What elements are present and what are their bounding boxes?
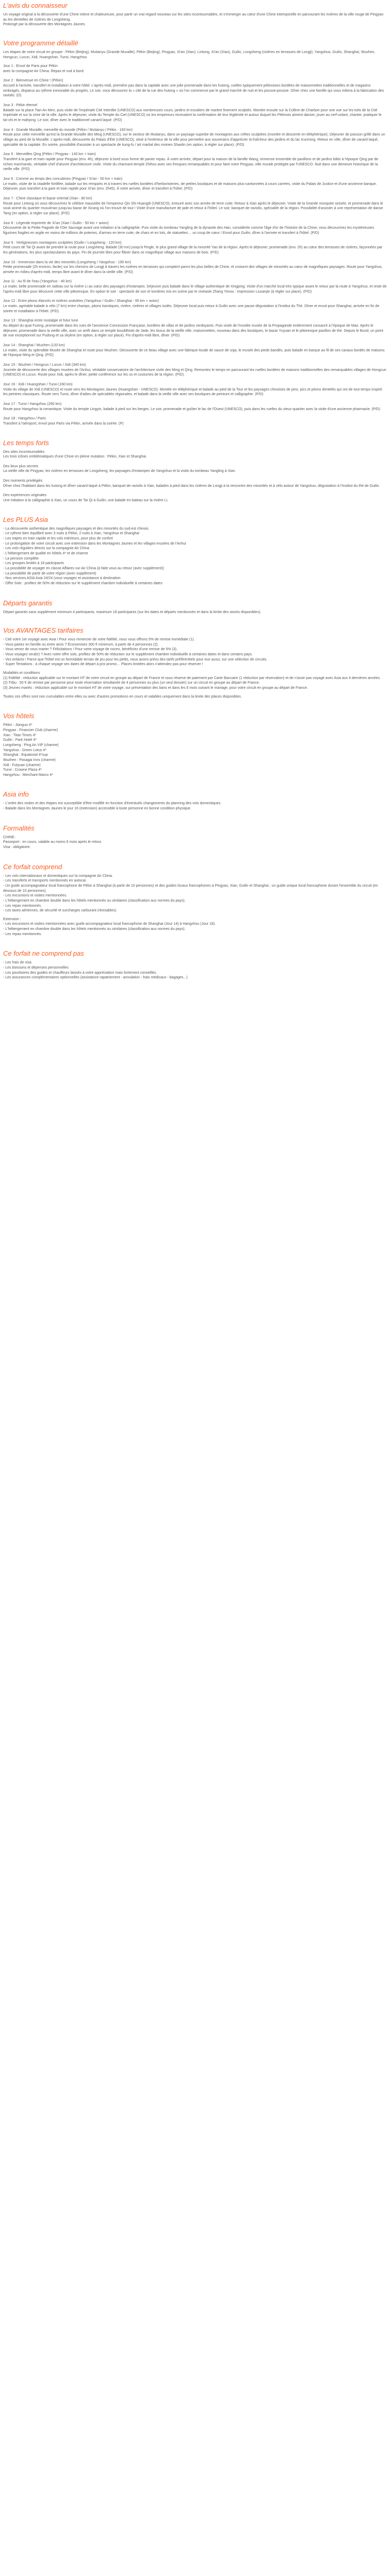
hotel-item: Longsheng : Ping An VIP (charme) [3,743,59,747]
include-item: - L'hébergement en chambre double dans les hôtels mentionnés ou similaires (classification aux normes du pays). [3,927,186,931]
day-description: Petite promenade (2h environ, facile) sur les chemins de Longji à travers les rizières en terrasses qui comptent parmi les plus belles de Chine, et croisent des villages de minorités au cœur de magnifiques paysages. Route pour Yangshuo, arrivée en milieu d'après-midi, temps libre avant le dîner dans la vieille ville. (P/D) [3,265,383,274]
formalities-heading: Formalités [3,824,35,832]
excludes-list [3,960,388,980]
day-description: Route pour cette merveille qu'est la Grande Muraille des Ming (UNESCO), sur le secteur de Mutianyu, dans un paysage superbe de montagnes aux crêtes sculptées (montée et descente en téléphérique). Déjeuner de poisson grillé dans un village au pied de la Muraille. L'après-midi, découverte du Palais d'Été (UNESCO), situé à l'extérieur de la ville pour permettre aux souverains d'apprécier la fraîcheur des jardins et du lac Kunming. Retour en ville, dîner de canard laqué, spécialité de la capitale. En soirée, possibilité d'assister à un spectacle de kung-fu / art martial des moines Shaolin (en option, à régler sur place). (P/D) [3,133,385,147]
includes-heading: Ce forfait comprend [3,862,62,871]
plus-item: - La découverte authentique des magnifiques paysages et des minorités du sud-est chinois [3,527,149,531]
itinerary-day [3,318,387,338]
highlight-description: Une initiation à la calligraphie à Xian, un cours de Taï Qi à Guilin, une balade en bateau sur la rivière Li. [3,499,169,503]
day-title: Jour 8 : Légende imprimée de Xi'an (Xian / Guilin - 50 km + avion) [3,221,109,225]
info-list [3,801,388,811]
highlight-item [3,493,387,503]
day-title: Jour 9 : Vertigineuses montagnes sculptées (Guilin / Longsheng - 120 km) [3,241,122,245]
hotel-item: Pingyao : Financier Club (charme) [3,728,58,732]
highlights-heading: Les temps forts [3,438,49,447]
day-title: Jour 7 : Chine classique et bazar oriental (Xian - 80 km) [3,196,92,200]
plus-list [3,527,388,586]
day-title: Jour 1 : Envol de Paris pour Pékin [3,64,58,69]
day-title: Jour 11 : Au fil de l'eau (Yangshuo - 40 km) [3,280,72,284]
plus-item: - Offre Solo : profitez de 50% de réduction sur le supplément chambre individuelle à certaines dates [3,581,162,585]
intro-line: Prolongé par la découverte des Montagnes Jaunes. [3,23,86,27]
info-item: - Balade dans les Montagnes Jaunes le jour 16 (extension) accessible à toute personne en bonne condition physique. [3,807,191,811]
highlight-description: Dîner chez l'habitant dans les hutong et dîner canard laqué à Pékin, banquet de raviolis à Xian, balades à pied dans les rizières de Longji à la rencontre des minorités et à vélo autour de Yangshuo, dégustation à l'Institut du thé de Guilin. [3,484,380,488]
day-title: Jour 14 : Shanghai / Wuzhen (120 km) [3,344,65,348]
highlight-item [3,479,387,488]
plus-item: - L'hébergement de qualité en hôtels 4* et de charme [3,551,88,555]
excludes-heading: Ce forfait ne comprend pas [3,950,84,958]
include-item: - Les taxes aériennes, de sécurité et surcharges carburant (révisables). [3,909,117,913]
day-description: Transfert à l'aéroport, envol pour Paris via Pékin, arrivée dans la soirée. (P) [3,421,124,426]
day-title: Jour 10 : Immersion dans la vie des minorités (Longsheng / Yangshuo - 190 km) [3,260,131,264]
hotel-item: Wuzhen : Pasagai Inns (charme) [3,758,56,762]
include-item: - Les transferts et transports mentionnés en autocar. [3,879,87,883]
includes-list [3,874,388,937]
itinerary-day [3,78,387,98]
day-description: Transfert à la gare et train rapide pour Pingyao (env. 4h), déjeuner à bord sous forme de panier repas. À votre arrivée, départ pour la maison de la famille Wang, immense ensemble de pavillons et de jardins bâtis à l'époque Qing par de riches marchands, véritable chef d'œuvre d'architecture civile. Visite du charmant temple Zhihou avec ses fresques remarquables et pour faire votre Pingyao, ville murale protégée par l'UNESCO. Nuit dans une demeure historique de la vieille ville. (P/D) [3,158,379,172]
advantage-item: - Cité votre 1er voyage avec Asia ! Pour vous remercier de votre fidélité, nous vous offrons 5% de remise immédiate (1). [3,638,195,642]
day-title: Jour 17 : Tunxi / Hangzhou (260 km) [3,402,62,406]
day-description: Petit cours de Tai Qi avant de prendre la route pour Longsheng. Balade (30 mn) jusqu'à Pingle, le plus grand village de la minorité Yao de la région. Après le déjeuner, promenade (env. 2h) au cœur des terrasses de rizières, façonnées par les générations, les plus spectaculaires du pays. Fin de journée libre pour flâner dans ce magnifique village aux maisons de bois. (P/D) [3,246,383,255]
itinerary-day [3,221,387,236]
advantage-item: (2) Tribu : 50 € de remise par personne pour toute réservation simultanée de 4 personnes ou plus (un seul dossier) sur un circuit en groupe au départ de France. [3,681,260,685]
formality-item: CHINE : [3,835,17,839]
advantage-item [3,667,388,671]
itinerary-day [3,260,387,275]
day-description: Route pour Lintong où vous découvrirez le célèbre mausolée de l'empereur Qin Shi Huangdi (UNESCO), entouré avec son armée de terre cuite. Retour à Xian après le déjeuner. Visite de la Grande mosquée sinisée, et promenade dans le souk animé du quartier musulman jusqu'au bazar de Xicang où l'on trouve de tout ! Visite d'une manufacture de jade et retour à l'hôtel. Le soir, banquet de raviolis, spécialité de la région. Possibilité d'assister à une représentation de danse Tang (en option, à régler sur place). (P/D) [3,201,383,215]
include-item: - Les excursions et visites mentionnées. [3,894,68,898]
intro-heading: L'avis du connaisseur [3,2,68,9]
highlight-title: Des moments privilégiés [3,479,43,483]
hotel-item: Shanghai : Equatorial 4*sup [3,753,48,757]
plus-item: - La possibilité de voyager en classe Affaires sur Air China (à faite vous au retour (avec supplément)) [3,566,164,570]
plus-item: - Nos services ASIA Asia 24/24 (vous voyagez et assistance à destination [3,577,121,581]
itinerary-day [3,103,387,123]
day-description: Le matin, visite de la citadelle fortifiée, balade sur les remparts et à travers les ruelles bordées d'herboristeries, de petites boutiques et de maisons plus-cantonnées à cours carrées, visite du Palais de Justice et d'une ancienne banque. Déjeuner, puis transfert à la gare et train rapide pour Xi'an (env. 2h45). À votre arrivée, dîner et transfert à l'hôtel. (P/D) [3,182,377,191]
advantage-item: Modalités et conditions [3,671,40,675]
day-title: Jour 18 : Hangzhou / Paris [3,417,46,421]
advantage-item: Toutes ces offres sont non cumulables entre elles ou avec d'autres promotions en cours et valables uniquement dans la limite des places disponibles. [3,694,242,699]
day-description: Le matin, agréable balade à vélo (7 km) entre champs, pitons karstiques, rivière, rizières et villages isolés. Déjeuner local puis retour à Guilin avec une pause dégustation à l'Institut du Thé. Dîner et envol pour Shanghai, arrivée en fin de soirée et installation à l'hôtel. (P/D) [3,304,380,313]
itinerary-day [3,241,387,256]
include-item [3,913,388,917]
itinerary-days [3,64,388,426]
hotel-item: Pékin : Jianguo 4* [3,723,32,727]
day-title: Jour 12 : Entre pitons élancés et rizières ondulées (Yangshuo / Guilin / Shanghai - 95 km + avion) [3,299,159,303]
day-description: Le matin, visite du splendide Musée de Shanghai et route pour Wuzhen. Découverte de ce beau village avec une fabrique locale de sauce de soja, le musée des pieds bandés, puis balade en barque au fil de ses canaux bordés de maisons de l'époque Ming et Qing. (P/D) [3,348,385,358]
highlight-title: Des sites incontournables [3,450,45,454]
day-title: Jour 16 : Xidi / Huangshan / Tunxi (160 km) [3,382,73,386]
itinerary-heading: Votre programme détaillé [3,39,78,47]
highlight-description: Les trois icônes emblématiques d'une Chine en pleine mutation : Pékin, Xian et Shanghai. [3,455,147,459]
exclude-item: - Les frais de visa [3,961,31,965]
advantage-item [3,691,388,694]
day-description: Au départ du quai Fuxing, promenade dans les rues de l'ancienne Concession Française, bordées de villas et de jardins verdoyants. Puis visite de l'insolite musée de la Propagande entièrement consacré à l'époque de Mao. Après le déjeuner, promenade dans la vieille ville, avec un arrêt dans un temple bouddhiste de Jade, les tissus de la vieille ville, maisonnettes, nouveau dans des boutiques, le bazar Yuyuan et le pittoresque pavillon de thé. Depuis le Bund, un point de vue exceptionnel sur Pudong et sa skyline (en option, à régler sur place). Fin d'après-midi libre, dîner. (P/D) [3,324,383,338]
include-item: - Un guide accompagnateur local francophone de Pékin à Shanghai (à partir de 10 personnes) et des guides locaux francophones à Pingyao, Xian, Guilin et Shanghai ; un guide unique local francophone durant l'ensemble du circuit (en dessous de 10 personnes). [3,884,378,893]
advantage-item: - Vous venez de vous marier ? Félicitations ! Pour votre voyage de noces, bénéficiez d'une remise de 5% (3). [3,648,177,652]
intro-line: Un voyage original à la découverte d'une Chine intime et chaleureuse, pour partir un vrai regard nouveau sur les sites incontournables, et s'immerger au cœur d'une Chine intemporelle en parcourant les rivières de la ville rouge de Pingyao au les dentelles de rizières de Longsheng. [3,12,384,22]
exclude-item: - Les pourboires des guides et chauffeurs laissés à votre appréciation mais fortement conseillés. [3,971,157,975]
day-description: avec la compagnie Air China. Repas et nuit à bord. [3,69,85,73]
advantage-item: - Vous voyagez seul(e) ? Avec notre offre solo, profitez de 50% de réduction sur le supplément chambre individuelle à certaines dates et dans certains pays. [3,653,253,657]
highlight-description: La vieille ville de Pingyao, les rizières en terrasses de Longsheng, les paysages d'estampes de Yangshuo et la visite du tombeau Yangling à Xian. [3,469,236,473]
day-title: Jour 2 : Bienvenue en Chine ! (Pékin) [3,79,63,83]
itinerary-intro: Les étapes de votre circuit en groupe : Pékin (Beijing), Mutianyu (Grande Muraille), Pékin (Beijing), Pingyao, Xi'an (Xian), Lintong, Xi'an (Xian), Guilin, Longsheng (rizières en terrasses de Longji), Yangshuo, Guilin, Shanghai, Wuzhen, Hongcun, Lucun, Xidi, Huangshan, Tunxi, Hangzhou [3,50,376,59]
itinerary-day [3,196,387,216]
day-title: Jour 15 : Wuzhen / Hongcun / Lucun / Xidi (340 km) [3,363,86,367]
highlights-list [3,450,388,503]
include-item: - Les excursions et visites mentionnées avec guide accompagnateur local francophone de Shanghai (Jour 14) à Hangzhou (Jour 18). [3,922,216,926]
day-description: Route pour Hangzhou la romantique. Visite du temple Lingyin, balade à pied sur les berges. Le soir, promenade et goûter le lac de l'Ouest (UNESCO), puis dans les ruelles du vieux quartier avec la visite d'une ancienne pharmacie. (P/D) [3,407,380,411]
departures-text: Départ garantis sans supplément minimum 4 participants, maximum 18 participants (sur les dates et départs mentionnés et dans la limite des stocks disponibles). [3,610,262,614]
intro-text [3,12,387,27]
plus-item: - La pension complète [3,556,39,561]
itinerary-day [3,128,387,148]
day-description: Accueil à l'arrivée, transfert et installation à votre hôtel. L'après-midi, première pas dans la capitale avec une jolie promenade dans les hutong, ruelles typiquement pékinoises bordées de maisonnettes traditionnelles et de magasins ombragés, disparus au rythme inexorable du progrès. Le soir, vous découvrez la « cité de la rue des hutong » où l'on commence par le grand marché de nuit et les pousse-pousse. Dîner chez une famille qui vous initiera à la fabrication des raviolis. (D) [3,84,384,98]
highlight-item [3,464,387,474]
hotel-item: Yangshuo : Green Lotus 4* [3,748,46,752]
day-title: Jour 3 : Pékin éternel [3,104,38,108]
advantage-item: (3) Jeunes mariés : réduction applicable sur le montant HT de votre voyage, sur présentation des bans et dans les 6 mois suivant le mariage, pour votre circuit en groupe au départ de France. [3,686,308,690]
plus-item: - Le prolongation de votre circuit avec une extension dans les Montagnes Jaunes et les villages-musées de l'Anhui [3,541,186,546]
highlight-title: Des lieux plus secrets [3,464,39,468]
day-title: Jour 4 : Grande Muraille, merveille du monde (Pékin / Mutianyu / Pékin - 160 km) [3,128,133,132]
itinerary-day [3,299,387,314]
day-title: Jour 5 : Merveilles Qing (Pékin / Pingyao - 140 km + train) [3,152,96,157]
day-description: Découverte de la Petite Pagode de l'Oie Sauvage avant une initiation à la calligraphie. Puis visite du tombeau Yangling de la dynastie des Han, considérée comme l'âge d'or de l'histoire de la Chine, vous découvrirez les mystérieuses figurines fragiles en argile en moins de millions de poteries, d'armes en terre cuite, de chars et en lots, de statuettes… un coup de cœur ! Envol pour Guilin, dîner à l'arrivée et transfert à l'hôtel. (P/D) [3,226,374,235]
info-heading: Asia info [3,790,29,799]
info-item: - L'ordre des visites et des étapes est susceptible d'être modifié en fonction d'éventuels changements du planning des vols domestiques. [3,802,222,806]
highlight-item [3,450,387,460]
advantage-item: - Vos enfants ! Parce que l'hôtel est un formidable terrain de jeu pour les petits, nous avons prévu des tarifs préférentiels pour eux aussi, sur une sélection de circuits. [3,657,268,662]
exclude-item: - Les assurances complémentaires optionnelles (assistance rapatriement - annulation - frais médicaux - bagages...) [3,976,188,980]
itinerary-day [3,402,387,412]
advantages-heading: Vos AVANTAGES tarifaires [3,626,84,635]
itinerary-day [3,279,387,294]
itinerary-day [3,152,387,172]
advantage-item: - Super Tentations : à chaque voyage ses dates de départ à prix promo… Places limitées alors n'attendez pas pour réserver ! [3,663,203,667]
day-description: Visite du village de Xidi (UNESCO) et route vers les Montagnes Jaunes (Huangshan - UNESCO). Montée en téléphérique et balade au pied de la Tour et les paysages chinoises de pins, pics et pitons dentelés qui ont de tout temps inspiré les peintres classiques. Route vers Tunxi, dîner d'adieu de spécialités régionales, et balade dans la vieille ville avec ses boutiques de peinture et calligraphie. (P/D) [3,387,382,397]
hotel-item: Hangzhou : Merchant Marco 4* [3,773,53,777]
plus-item: - Le rythme bien équilibré avec 3 nuits à Pékin, 2 nuits à Xian, Yangshuo et Shanghai [3,532,139,536]
include-item: - L'hébergement en chambre double dans les hôtels mentionnés ou similaires (classification aux normes du pays). [3,899,186,903]
plus-item: - Les vols réguliers directs sur la compagnie Air China [3,547,89,551]
itinerary-day [3,363,387,378]
plus-item: - Les trajets en train rapide et les vols intérieurs, pour plus de confort [3,537,113,540]
plus-item: - La possibilité de partir de votre région (avec supplément) [3,571,96,575]
include-item: - Les vols internationaux et domestiques sur la compagnie Air China. [3,874,113,878]
hotels-heading: Vos hôtels [3,712,35,720]
day-title: Jour 13 : Shanghai entre nostalgie et futur lune [3,319,78,323]
hotels-list [3,723,388,777]
formality-item: Visa : obligatoire. [3,845,31,849]
itinerary-day [3,177,387,192]
departures-heading: Départs garantis [3,599,53,607]
plus-heading: Les PLUS Asia [3,515,48,523]
hotel-item: Xidi : Futyuan (charme) [3,763,41,767]
day-description: Balade sur la place Tian An Men, puis visite de l'impériale Cité Interdite (UNESCO) aux nombreuses cours, jardins et escaliers de marbre finement sculptés. Montée ensuite sur la Colline de Charbon pour une vue sur les toits de la Cité Impériale et sur la cime de la ville. Après le déjeuner, visite du Temple du Ciel (UNESCO) où les empereurs recevaient la confirmation de leur légitimité et autour duquel les Pékinois aiment danser, jouer au cerf-volant, chanter, pratiquer le taï-chi et le mahjong. Le soir, dîner avec le traditionnel canard laqué. (P/D) [3,108,382,123]
advantage-item: (1) Fidélité : réduction applicable sur le montant HT de votre circuit en groupe au départ de France et sous réserve de paiement par Carte Bancaire (1 réduction par réservation) et de n'avoir pas voyagé avec Asia aux 4 dernières années. [3,676,381,680]
day-description: Journée de découverte des villages musées de l'Anhui, véritable conservatoire de l'architecture civile des Ming et Qing. Remontez le temps en parcourant les ruelles bordées de maisons traditionnelles des remarquables villages de Hongcun (UNESCO) et Lucun. Route pour Xidi, après le dîner, petite conférence sur les us et coutumes de la région. (P/D) [3,368,386,377]
advantage-item: - Vous partez en famille ou entre amis ? Économisez 300 € minimum, à partir de 4 personnes (2). [3,642,159,647]
highlight-title: Des expériences originales [3,494,47,498]
include-item: - Les repas mentionnés. [3,904,42,908]
day-title: Jour 6 : Comme au temps des concubines (Pingyao / Xi'an - 50 km + train) [3,177,123,181]
itinerary-day [3,416,387,426]
hotel-item: Xian : Titan Times 4* [3,733,37,737]
advantages-list [3,637,388,699]
itinerary-day [3,343,387,358]
include-item: - Les repas mentionnés. [3,932,42,936]
exclude-item: - Les boissons et dépenses personnelles [3,966,69,970]
hotel-item: Tunxi : Crowne Plaza 4* [3,768,42,772]
day-description: Le matin, belle promenade en radeau sur la rivière Li au cœur des paysages d'estampes. Déjeuner puis balade dans le village authentique de Xingping. Visite d'un marché local très typique avant le retour par la route à Yangshuo, et reste de l'après-midi libre pour découvrir cette ville pittoresque. En option le soir : spectacle de son et lumières mis en scène par le cinéaste Zhang Yimou : Impression Liusanjie (à régler sur place). (P/D) [3,285,387,294]
formality-item: Passeport : en cours, valable au moins 6 mois après le retour. [3,840,102,844]
include-item: Extension : [3,917,21,921]
trip-page [0,0,391,998]
itinerary-day [3,64,387,74]
hotel-item: Guilin : Park Hotel 4* [3,738,37,742]
itinerary-day [3,382,387,397]
formalities-list [3,835,388,850]
plus-item: - Les groupes limités à 18 participants [3,562,64,566]
